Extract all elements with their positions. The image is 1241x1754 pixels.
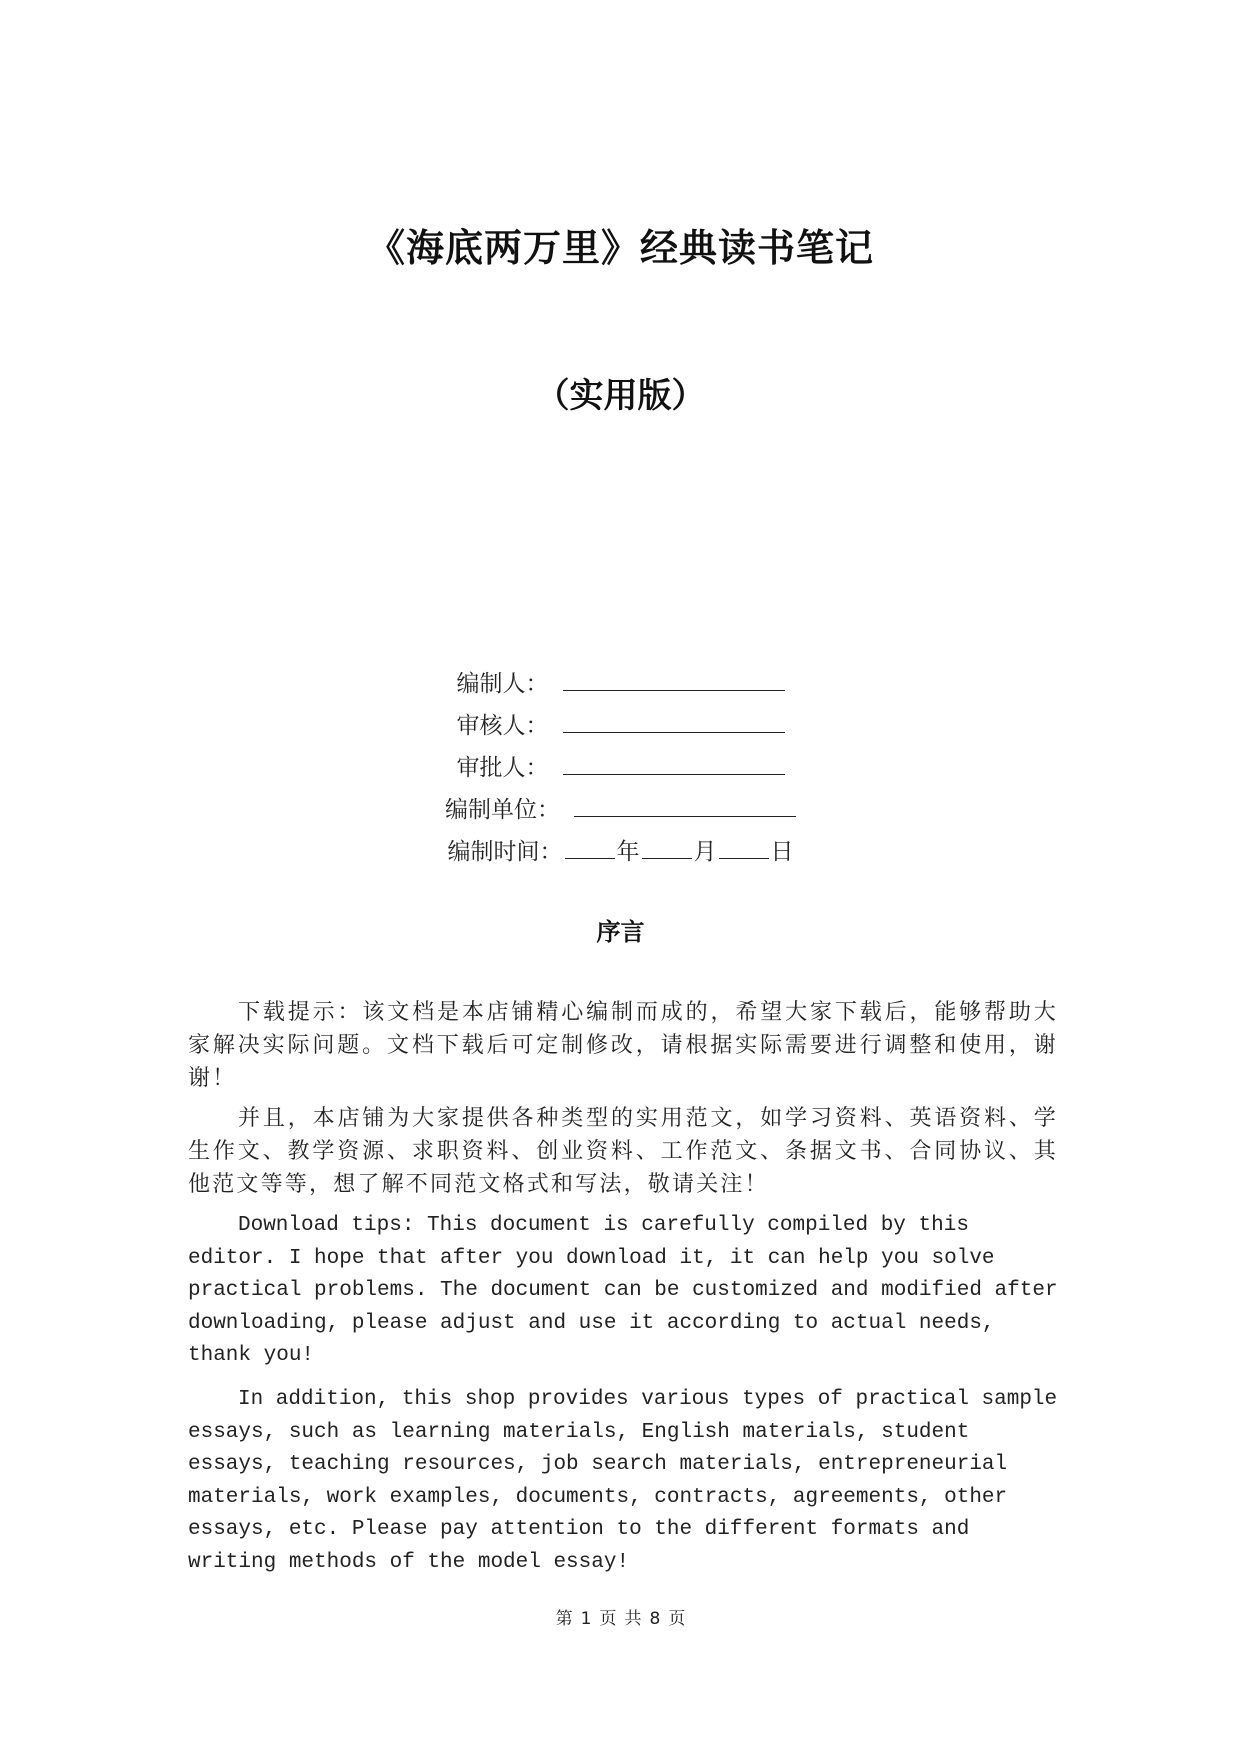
page-prefix: 第 <box>555 1609 573 1629</box>
field-reviewer <box>0 702 1241 744</box>
day-label: 日 <box>770 839 794 865</box>
document-title: 《海底两万里》经典读书笔记 <box>366 225 874 270</box>
preface-heading: 序言 <box>596 918 645 946</box>
current-page: 1 <box>580 1609 592 1629</box>
preface-paragraph: 并且，本店铺为大家提供各种类型的实用范文，如学习资料、英语资料、学生作文、教学资源、求职资料、创业资料、工作范文、条据文书、合同协议、其他范文等等，想了解不同范文格式和写法，敬请关注！ <box>188 1106 1058 1197</box>
field-label: 编制人： <box>456 671 549 697</box>
page-word: 页 <box>599 1609 617 1629</box>
total-pages: 8 <box>649 1609 661 1629</box>
document-subtitle: （实用版） <box>535 376 706 416</box>
field-label: 编制时间： <box>447 839 563 865</box>
field-unit <box>0 786 1241 828</box>
field-compiler <box>0 660 1241 702</box>
blank-line <box>563 744 785 775</box>
month-label: 月 <box>693 839 717 865</box>
field-date <box>0 828 1241 870</box>
blank-line <box>563 660 785 691</box>
blank-line <box>565 828 615 859</box>
total-prefix: 共 <box>624 1609 642 1629</box>
preface-paragraph-english: Download tips: This document is carefully compiled by this editor. I hope that after you download it, it can help you solve practical problems. The document can be customized and modified after downloading, please adjust and use it according to actual needs, thank you! <box>188 1214 1058 1367</box>
field-label: 审核人： <box>456 713 549 739</box>
preface-paragraph: 下载提示：该文档是本店铺精心编制而成的，希望大家下载后，能够帮助大家解决实际问题。文档下载后可定制修改，请根据实际需要进行调整和使用，谢谢！ <box>188 1000 1058 1091</box>
field-label: 编制单位： <box>445 797 560 823</box>
blank-line <box>574 786 796 817</box>
field-label: 审批人： <box>456 755 549 781</box>
field-approver <box>0 744 1241 786</box>
blank-line <box>719 828 769 859</box>
blank-line <box>642 828 692 859</box>
blank-line <box>563 702 785 733</box>
preface-paragraph-english: In addition, this shop provides various types of practical sample essays, such as learning materials, English materials, student essays, teaching resources, job search materials, entrepreneurial materials, work examples, documents, contracts, agreements, other essays, etc. Please pay attention to the different formats and writing methods of the model essay! <box>188 1388 1058 1574</box>
page-suffix: 页 <box>668 1609 686 1629</box>
page-number <box>0 1606 1241 1632</box>
year-label: 年 <box>616 839 640 865</box>
signature-fields <box>0 660 1241 870</box>
